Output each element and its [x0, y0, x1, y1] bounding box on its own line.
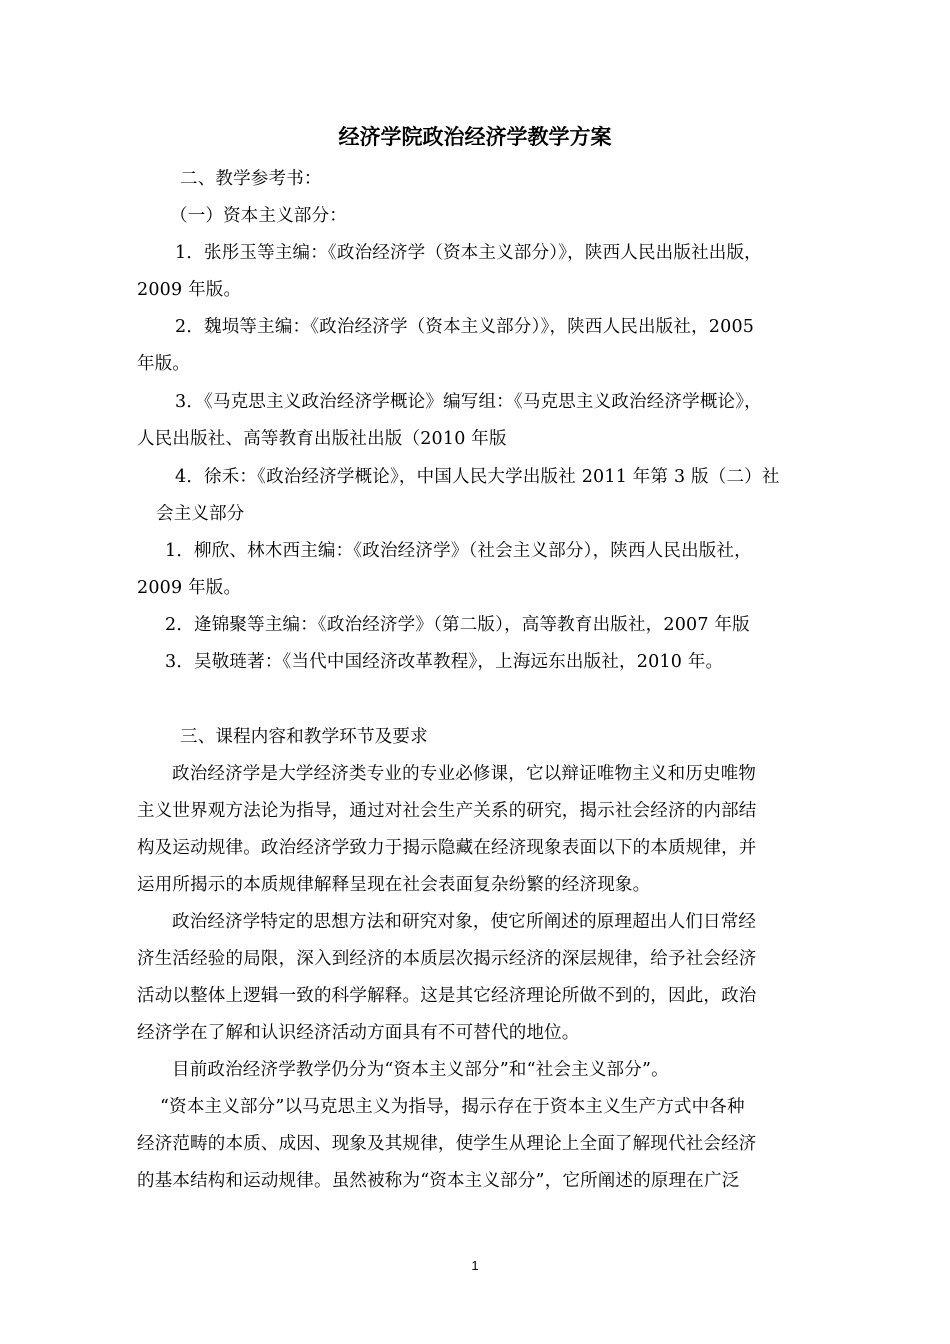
reference-item-continued: 2009 年版。 [137, 280, 242, 300]
paragraph-line: 主义世界观方法论为指导，通过对社会生产关系的研究，揭示社会经济的内部结 [137, 801, 757, 821]
paragraph-line: 的基本结构和运动规律。虽然被称为“资本主义部分”，它所阐述的原理在广泛 [137, 1171, 740, 1191]
paragraph-line: 运用所揭示的本质规律解释呈现在社会表面复杂纷繁的经济现象。 [137, 875, 651, 895]
reference-item: 4．徐禾：《政治经济学概论》，中国人民大学出版社 2011 年第 3 版（二）社 [175, 467, 780, 487]
paragraph-line: 活动以整体上逻辑一致的科学解释。这是其它经济理论所做不到的，因此，政治 [137, 986, 757, 1006]
reference-item-continued: 人民出版社、高等教育出版社出版（2010 年版 [137, 429, 507, 449]
reference-item: 1．张彤玉等主编：《政治经济学（资本主义部分）》，陕西人民出版社出版， [175, 243, 762, 263]
page-number: 1 [471, 1258, 479, 1273]
subsection-heading-socialism: 会主义部分 [156, 504, 245, 524]
paragraph-line: 政治经济学是大学经济类专业的专业必修课，它以辩证唯物主义和历史唯物 [172, 764, 757, 784]
paragraph-line: 目前政治经济学教学仍分为“资本主义部分”和“社会主义部分”。 [172, 1060, 669, 1080]
reference-item: 2．逄锦聚等主编：《政治经济学》（第二版），高等教育出版社，2007 年版 [165, 615, 750, 635]
paragraph-line: 政治经济学特定的思想方法和研究对象，使它所阐述的原理超出人们日常经 [172, 912, 757, 932]
reference-item: 3．《马克思主义政治经济学概论》编写组：《马克思主义政治经济学概论》， [175, 392, 762, 412]
reference-item-continued: 2009 年版。 [137, 578, 242, 598]
section-heading-course-content: 三、课程内容和教学环节及要求 [180, 727, 428, 747]
paragraph-line: 济生活经验的局限，深入到经济的本质层次揭示经济的深层规律，给予社会经济 [137, 949, 757, 969]
paragraph-line: 经济学在了解和认识经济活动方面具有不可替代的地位。 [137, 1023, 580, 1043]
reference-item-continued: 年版。 [137, 354, 191, 374]
reference-item: 3．吴敬琏著：《当代中国经济改革教程》，上海远东出版社，2010 年。 [165, 652, 724, 672]
reference-item: 1．柳欣、林木西主编：《政治经济学》（社会主义部分），陕西人民出版社， [165, 541, 752, 561]
section-heading-references: 二、教学参考书： [180, 169, 322, 189]
paragraph-line: “资本主义部分”以马克思主义为指导，揭示存在于资本主义生产方式中各种 [160, 1097, 745, 1117]
paragraph-line: 经济范畴的本质、成因、现象及其规律，使学生从理论上全面了解现代社会经济 [137, 1134, 757, 1154]
paragraph-line: 构及运动规律。政治经济学致力于揭示隐藏在经济现象表面以下的本质规律，并 [137, 838, 757, 858]
document-title: 经济学院政治经济学教学方案 [338, 125, 612, 149]
reference-item: 2．魏埙等主编：《政治经济学（资本主义部分）》，陕西人民出版社，2005 [175, 317, 755, 337]
subsection-heading-capitalism: （一）资本主义部分： [170, 206, 347, 226]
